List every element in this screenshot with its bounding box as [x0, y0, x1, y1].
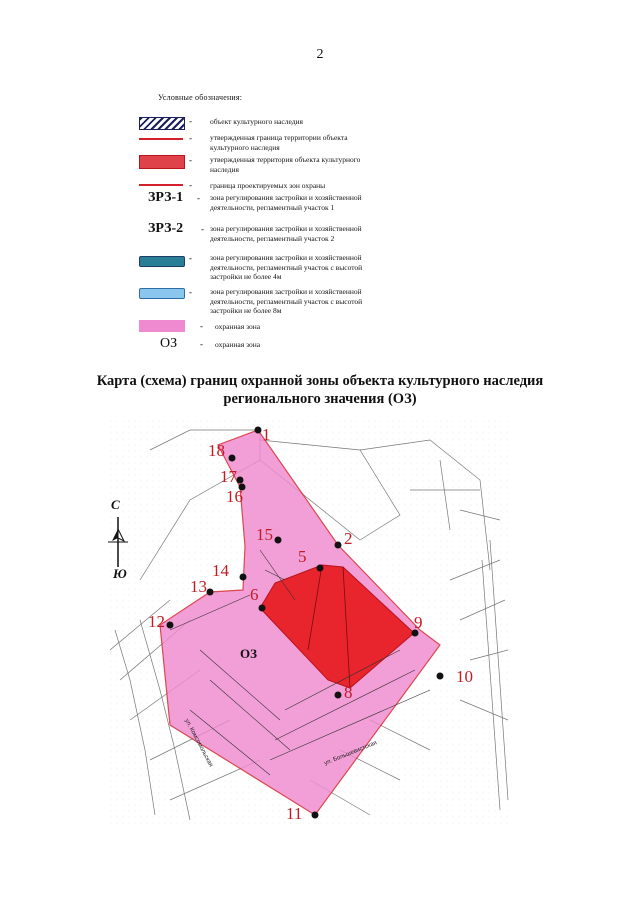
legend-text-heritage-object: объект культурного наследия [210, 117, 303, 126]
point-marker-2 [335, 542, 342, 549]
legend-swatch-zone-4m [139, 256, 185, 267]
legend-code-oz: ОЗ [160, 336, 178, 351]
legend-swatch-approved-territory [139, 155, 185, 169]
legend-code-zrz2: ЗРЗ-2 [148, 221, 184, 236]
point-marker-6 [259, 605, 266, 612]
legend-text-protection-boundary: граница проектируемых зон охраны [210, 181, 326, 190]
legend-swatch-approved-boundary [139, 138, 183, 140]
point-marker-1 [255, 427, 262, 434]
street-bolshevistskaya-label: ул. Большевистская [323, 740, 378, 767]
legend-dash: - [189, 253, 192, 263]
legend-text-approved-boundary: утвержденная граница территории объекта культурного наследия [210, 133, 348, 152]
legend-text-zone-8m: зона регулирования застройки и хозяйственной деятельности, регламентный участок с высотой застройки не более 8м [210, 287, 363, 315]
map-title [60, 372, 580, 408]
legend-text-oz: охранная зона [215, 322, 261, 331]
legend-text-zone-4m: зона регулирования застройки и хозяйственной деятельности, регламентный участок с высотой застройки не более 4м [210, 253, 363, 281]
point-marker-12 [167, 622, 174, 629]
legend-dash: - [189, 180, 192, 190]
page-number: 2 [316, 47, 324, 62]
point-marker-17 [237, 477, 244, 484]
point-marker-18 [229, 455, 236, 462]
map-title-line1: Карта (схема) границ охранной зоны объекта культурного наследия [96, 373, 544, 389]
point-label-14: 14 [212, 561, 229, 580]
point-marker-8 [335, 692, 342, 699]
legend-dash: - [200, 321, 203, 331]
point-marker-13 [207, 589, 214, 596]
legend-dash: - [201, 224, 204, 234]
legend-dash: - [189, 287, 192, 297]
point-label-12: 12 [148, 612, 165, 631]
point-label-11: 11 [286, 804, 303, 823]
legend-text-approved-territory: утвержденная территория объекта культурного наследия [210, 155, 361, 174]
legend-dash: - [200, 339, 203, 349]
point-label-10: 10 [456, 667, 473, 686]
legend-text-zrz2: зона регулирования застройки и хозяйственной деятельности, регламентный участок 2 [210, 224, 362, 243]
point-label-13: 13 [190, 577, 207, 596]
point-label-8: 8 [344, 683, 353, 702]
point-marker-10 [437, 673, 444, 680]
legend-text-zrz1: зона регулирования застройки и хозяйственной деятельности, регламентный участок 1 [210, 193, 362, 212]
street-komsomolskaya-label: ул. Комсомольская [183, 718, 214, 769]
oz-zone-label: ОЗ [240, 646, 257, 661]
legend-dash: - [189, 133, 192, 143]
point-label-2: 2 [344, 529, 353, 548]
legend-text-oz-code: охранная зона [215, 340, 261, 349]
legend-code-zrz1: ЗРЗ-1 [148, 190, 184, 205]
map-title-line2: регионального значения (ОЗ) [223, 391, 417, 407]
protection-zone-map [110, 420, 510, 825]
compass-north-label: С [111, 497, 120, 512]
point-label-16: 16 [226, 487, 243, 506]
legend-dash: - [189, 116, 192, 126]
point-label-6: 6 [250, 585, 259, 604]
legend-heading: Условные обозначения: [158, 93, 243, 102]
point-label-5: 5 [298, 547, 307, 566]
point-label-15: 15 [256, 525, 273, 544]
point-label-18: 18 [208, 441, 225, 460]
legend-swatch-zone-8m [139, 288, 185, 299]
point-marker-11 [312, 812, 319, 819]
point-label-1: 1 [262, 425, 271, 444]
legend-swatch-oz [139, 320, 185, 332]
point-marker-15 [275, 537, 282, 544]
legend-swatch-protection-boundary [139, 184, 183, 186]
point-marker-14 [240, 574, 247, 581]
point-marker-5 [317, 565, 324, 572]
legend-dash: - [197, 193, 200, 203]
compass-south-label: Ю [113, 566, 127, 581]
legend-swatch-heritage-object [139, 117, 185, 130]
point-label-17: 17 [220, 467, 237, 486]
point-label-9: 9 [414, 613, 423, 632]
legend-dash: - [189, 155, 192, 165]
